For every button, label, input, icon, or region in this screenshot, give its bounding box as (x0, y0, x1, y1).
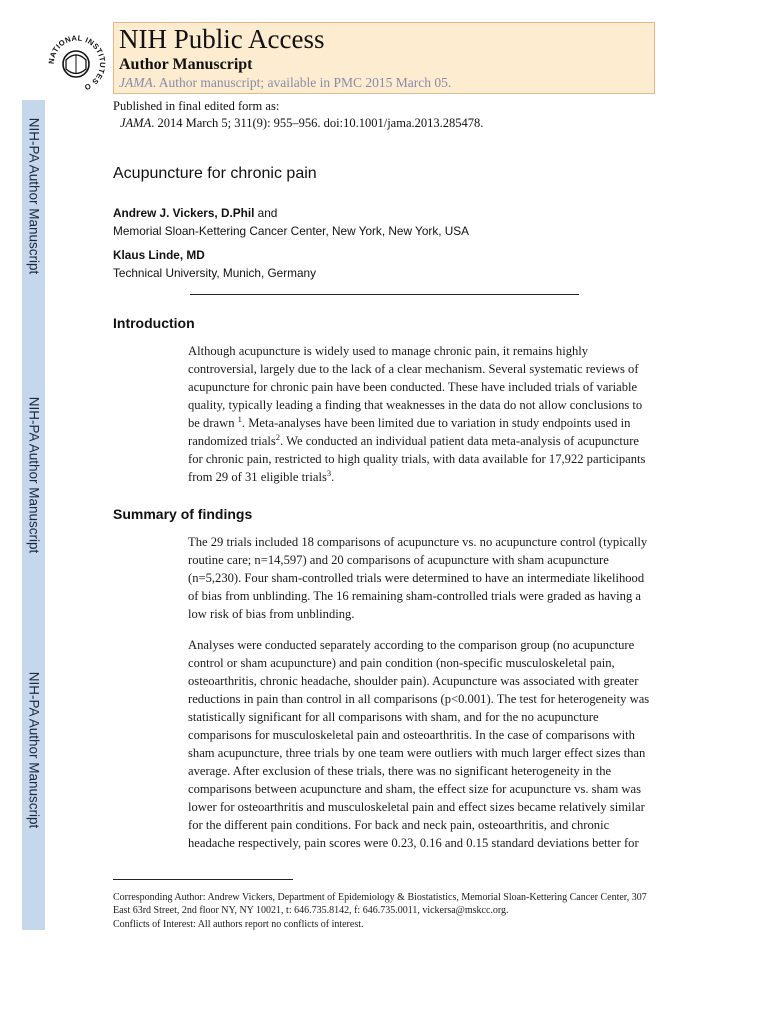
author-manuscript-sidebar: NIH-PA Author Manuscript NIH-PA Author Manuscript NIH-PA Author Manuscript (22, 100, 45, 930)
seal-text: NATIONAL INSTITUTES O (46, 33, 108, 93)
author-affiliation: Memorial Sloan-Kettering Cancer Center, New York, New York, USA (113, 224, 470, 238)
summary-paragraph-1 (188, 533, 658, 623)
footnote-divider (113, 879, 293, 880)
corresponding-author-note (113, 892, 647, 917)
text-line: statistically significant for all comparisons with sham, and for the no acupuncture (188, 710, 599, 724)
text-line: Although acupuncture is widely used to manage chronic pain, it remains highly (188, 344, 589, 358)
banner-subtitle: Author Manuscript (119, 56, 253, 73)
text-line: comparisons between acupuncture and sham, the effect size for acupuncture vs. sham was (188, 782, 641, 796)
text-line: be drawn $^1$. Meta-analyses have been limited due to variation in study endpoints used in (188, 413, 631, 430)
publication-details: . 2014 March 5; 311(9): 955–956. doi:10.1001/jama.2013.285478. (151, 116, 484, 130)
text-line: randomized trials$^2$. We conducted an individual patient data meta-analysis of acupuncture (188, 431, 639, 448)
text-line: headache respectively, pain scores were 0.23, 0.16 and 0.15 standard deviations better for (188, 836, 639, 850)
banner-citation (119, 75, 451, 91)
section-heading-summary-of-findings: Summary of findings (113, 506, 253, 522)
text-line: osteoarthritis, chronic headache, shoulder pain). Acupuncture was associated with greater (188, 674, 639, 688)
author-line (113, 206, 469, 224)
conflicts-of-interest-note: Conflicts of Interest: All authors report no conflicts of interest. (113, 919, 364, 930)
text-line: East 63rd Street, 2nd floor NY, NY 10021, t: 646.735.8142, f: 646.735.0011, vickersa@mskcc.org. (113, 904, 509, 916)
summary-paragraph-2 (188, 636, 658, 852)
publication-info (113, 98, 483, 132)
text-line: Analyses were conducted separately according to the comparison group (no acupuncture (188, 638, 635, 652)
text-line: comparisons for musculoskeletal pain and osteoarthritis. In the case of comparisons with (188, 728, 635, 742)
text-line: for the different pain conditions. For back and neck pain, osteoarthritis, and chronic (188, 818, 610, 832)
section-heading-introduction: Introduction (113, 315, 195, 331)
citation-availability: . Author manuscript; available in PMC 2015 March 05. (152, 75, 452, 90)
author-name: Andrew J. Vickers, D.Phil (113, 206, 255, 220)
text-line: sham acupuncture, three trials by one team were outliers with much larger effect sizes than (188, 746, 646, 760)
publication-journal: JAMA (120, 116, 152, 130)
text-line: for chronic pain, restricted to high quality trials, with data available for 17,922 participants (188, 452, 646, 466)
author-affiliation: Technical University, Munich, Germany (113, 266, 317, 280)
article-title: Acupuncture for chronic pain (113, 165, 317, 182)
text-line: The 29 trials included 18 comparisons of acupuncture vs. no acupuncture control (typically (188, 535, 648, 549)
text-line: controversial, largely due to the lack of a clear mechanism. Several systematic reviews of (188, 362, 639, 376)
author-conjunction: and (254, 206, 278, 220)
text-line: control or sham acupuncture) and pain condition (non-specific musculoskeletal pain, (188, 656, 615, 670)
nih-public-access-banner (113, 22, 655, 94)
author-line (113, 248, 469, 266)
text-line: reductions in pain than control in all comparisons (p<0.001). The test for heterogeneity was (188, 692, 650, 706)
text-line: quality, typically leading a finding that weaknesses in the data do not allow conclusions to (188, 398, 643, 412)
publication-reference (113, 115, 483, 132)
text-line: acupuncture for chronic pain have been conducted. These have included trials of variable (188, 380, 638, 394)
introduction-paragraph (188, 342, 658, 486)
published-label: Published in final edited form as: (113, 99, 280, 113)
text-line: lower for osteoarthritis and musculoskeletal pain and effect sizes became relatively similar (188, 800, 645, 814)
text-line: low risk of bias from unblinding. (188, 607, 355, 621)
svg-text:NATIONAL INSTITUTES OF HEALTH (42, 20, 107, 92)
text-line: Corresponding Author: Andrew Vickers, Department of Epidemiology & Biostatistics, Memorial Sloan-Kettering Cancer Center, 307 (113, 892, 647, 903)
text-line: (n=5,230). Four sham-controlled trials were determined to have an intermediate likelihood (188, 571, 645, 585)
citation-superscript: 1 (237, 413, 242, 424)
citation-superscript: 3 (326, 467, 332, 478)
author-list (113, 206, 469, 284)
header-divider (190, 294, 579, 295)
citation-journal: JAMA (119, 75, 153, 90)
nih-seal-logo (42, 20, 112, 96)
banner-title: NIH Public Access (119, 24, 325, 54)
text-line: routine care; n=14,597) and 20 comparisons of acupuncture with sham acupuncture (188, 553, 609, 567)
author-name: Klaus Linde, MD (113, 248, 205, 262)
text-line: from 29 of 31 eligible trials$^3$. (188, 467, 335, 484)
citation-superscript: 2 (275, 431, 281, 442)
text-line: average. After exclusion of these trials, there was no significant heterogeneity in the (188, 764, 612, 778)
text-line: of bias from unblinding. The 16 remaining sham-controlled trials were graded as having a (188, 589, 642, 603)
